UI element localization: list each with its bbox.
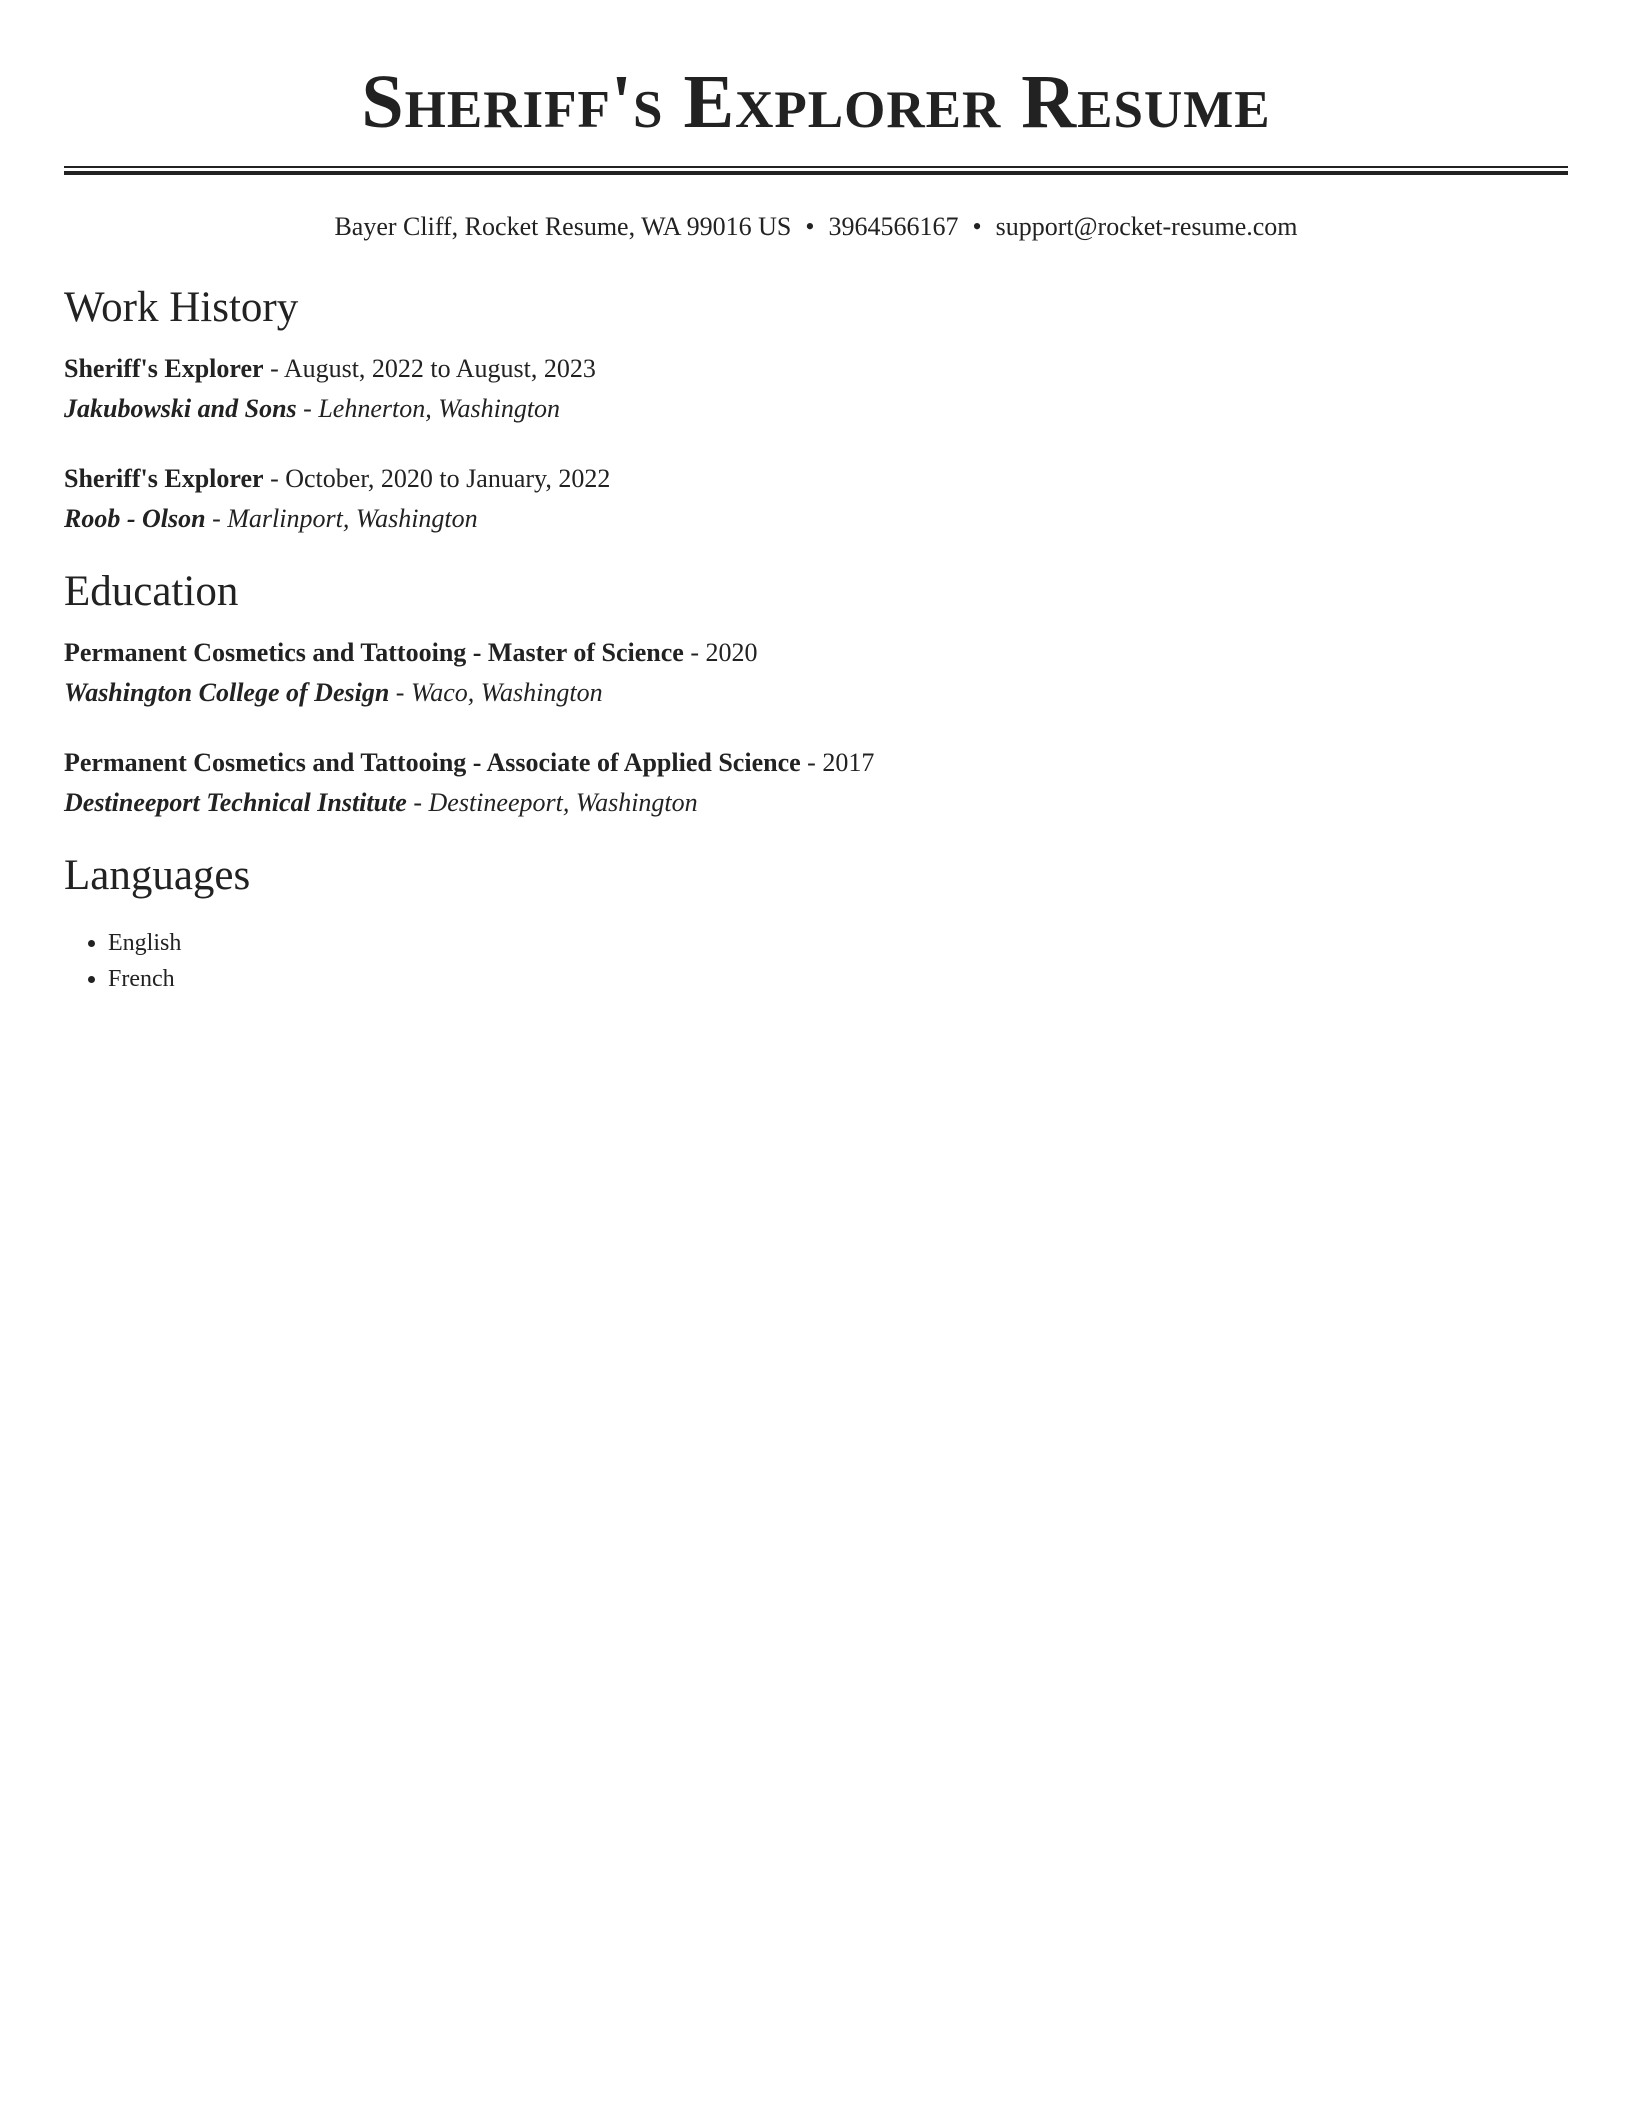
graduation-year: 2017 xyxy=(822,748,875,777)
section-title-education: Education xyxy=(64,568,239,615)
school-location: Waco, Washington xyxy=(410,678,603,707)
language-item: • French xyxy=(108,961,1568,997)
dash: - xyxy=(212,504,221,533)
dash: - xyxy=(270,354,279,383)
work-entry-employer-line xyxy=(64,499,1568,539)
language-item: • English xyxy=(108,925,1568,961)
degree-name: Permanent Cosmetics and Tattooing - Associate of Applied Science xyxy=(64,748,801,777)
section-title-work-history: Work History xyxy=(64,284,299,331)
employer-location: Lehnerton, Washington xyxy=(318,394,561,423)
job-dates: August, 2022 to August, 2023 xyxy=(283,354,596,383)
work-entry xyxy=(64,349,1568,429)
contact-address: Bayer Cliff, Rocket Resume, WA 99016 US xyxy=(334,212,792,241)
work-entry-employer-line xyxy=(64,389,1568,429)
dash: - xyxy=(270,464,279,493)
work-entry xyxy=(64,459,1568,539)
degree-name: Permanent Cosmetics and Tattooing - Master of Science xyxy=(64,638,684,667)
contact-phone: 3964566167 xyxy=(828,212,959,241)
school-name: Washington College of Design xyxy=(64,678,390,707)
work-entry-header xyxy=(64,349,1568,389)
contact-separator: • xyxy=(972,212,982,241)
contact-separator: • xyxy=(805,212,815,241)
work-entry-header xyxy=(64,459,1568,499)
dash: - xyxy=(303,394,312,423)
education-entry xyxy=(64,633,1568,713)
resume-title: Sheriff's Explorer Resume xyxy=(361,60,1271,144)
job-title: Sheriff's Explorer xyxy=(64,354,264,383)
languages-list xyxy=(64,925,1568,997)
job-dates: October, 2020 to January, 2022 xyxy=(285,464,611,493)
school-name: Destineeport Technical Institute xyxy=(64,788,407,817)
employer-name: Jakubowski and Sons xyxy=(64,394,297,423)
dash: - xyxy=(413,788,423,817)
dash: - xyxy=(690,638,699,667)
title-divider xyxy=(64,166,1568,175)
contact-line xyxy=(64,211,1568,243)
education-entry-school-line xyxy=(64,783,1568,823)
education-entry-school-line xyxy=(64,673,1568,713)
employer-name: Roob - Olson xyxy=(64,504,206,533)
education-entry xyxy=(64,743,1568,823)
education-entry-header xyxy=(64,743,1568,783)
contact-email: support@rocket-resume.com xyxy=(995,212,1298,241)
job-title: Sheriff's Explorer xyxy=(64,464,264,493)
dash: - xyxy=(807,748,816,777)
employer-location: Marlinport, Washington xyxy=(227,504,478,533)
graduation-year: 2020 xyxy=(705,638,758,667)
school-location: Destineeport, Washington xyxy=(428,788,698,817)
dash: - xyxy=(395,678,405,707)
section-title-languages: Languages xyxy=(64,852,251,899)
education-entry-header xyxy=(64,633,1568,673)
